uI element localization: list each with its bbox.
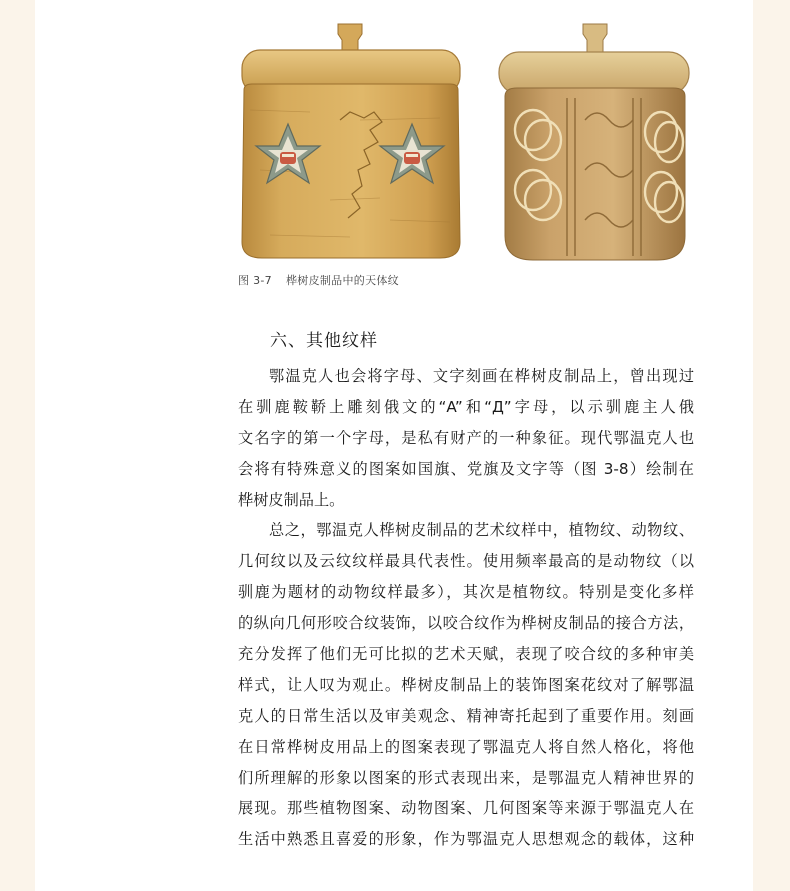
birch-bark-box-circle-image <box>497 20 693 266</box>
text-line: 桦树皮制品上。 <box>238 490 345 509</box>
figure-caption-text: 桦树皮制品中的天体纹 <box>285 274 399 287</box>
section-heading: 六、其他纹样 <box>270 331 378 351</box>
body-text <box>238 361 694 855</box>
paragraph <box>238 361 694 515</box>
text-line: 鄂温克人也会将字母、文字刻画在桦树皮制品上，曾出现过 <box>269 367 694 385</box>
text-line: 展现。那些植物图案、动物图案、几何图案等来源于鄂温克人在 <box>238 799 694 818</box>
text-line: 几何纹以及云纹纹样最具代表性。使用频率最高的是动物纹（以 <box>238 552 694 571</box>
text-line: 在驯鹿鞍鞒上雕刻俄文的“A”和“Д”字母，以示驯鹿主人俄 <box>238 397 694 416</box>
text-line: 充分发挥了他们无可比拟的艺术天赋，表现了咬合纹的多种审美 <box>238 645 694 664</box>
text-line: 样式，让人叹为观止。桦树皮制品上的装饰图案花纹对了解鄂温 <box>238 675 694 694</box>
figure <box>240 20 690 266</box>
text-line: 克人的日常生活以及审美观念、精神寄托起到了重要作用。刻画 <box>238 706 694 725</box>
paragraph <box>238 515 694 855</box>
figure-number: 图 3-7 <box>238 274 272 287</box>
text-line: 驯鹿为题材的动物纹样最多），其次是植物纹。特别是变化多样 <box>238 583 694 602</box>
figure-caption <box>238 272 399 288</box>
text-line: 在日常桦树皮用品上的图案表现了鄂温克人将自然人格化，将他 <box>238 737 694 756</box>
text-line: 生活中熟悉且喜爱的形象，作为鄂温克人思想观念的载体，这种 <box>238 830 694 849</box>
text-line: 总之，鄂温克人桦树皮制品的艺术纹样中，植物纹、动物纹、 <box>269 521 694 540</box>
text-line: 文名字的第一个字母，是私有财产的一种象征。现代鄂温克人也 <box>238 428 694 447</box>
text-line: 会将有特殊意义的图案如国旗、党旗及文字等（图 3-8）绘制在 <box>238 459 694 478</box>
birch-bark-box-star-image <box>240 20 462 266</box>
text-line: 们所理解的形象以图案的形式表现出来，是鄂温克人精神世界的 <box>238 768 694 787</box>
text-line: 的纵向几何形咬合纹装饰，以咬合纹作为桦树皮制品的接合方法， <box>238 614 694 633</box>
